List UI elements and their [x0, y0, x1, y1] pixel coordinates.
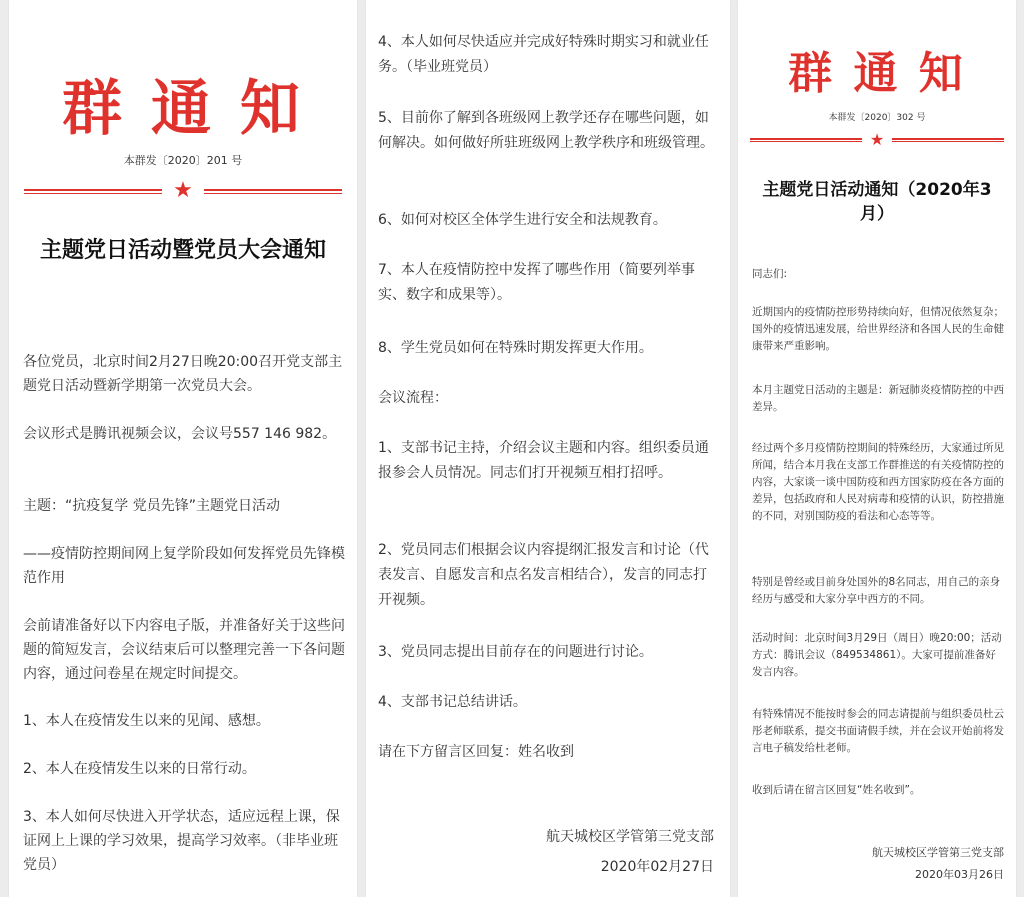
document-number: 本群发〔2020〕201 号 [123, 154, 243, 167]
divider-line-right [892, 138, 1004, 142]
notice-page-right [738, 0, 1016, 897]
paragraph: 3、党员同志提出目前存在的问题进行讨论。 [378, 644, 653, 660]
paragraph: 近期国内的疫情防控形势持续向好，但情况依然复杂；国外的疫情迅速发展，给世界经济和各国人民的生命健康带来严重影响。 [752, 306, 1004, 352]
paragraph: 会前请准备好以下内容电子版，并准备好关于这些问题的简短发言，会议结束后可以整理完善一下各问题内容，通过问卷星在规定时间提交。 [23, 618, 345, 682]
notice-page-middle [366, 0, 730, 897]
signature-org: 航天城校区学管第三党支部 [872, 846, 1004, 859]
notice-title: 主题党日活动暨党员大会通知 [39, 238, 326, 263]
red-divider [738, 132, 1016, 148]
signature-date: 2020年02月27日 [600, 859, 714, 875]
paragraph: 6、如何对校区全体学生进行安全和法规教育。 [378, 212, 667, 228]
notice-header-title: 群 通 知 [62, 74, 304, 144]
paragraph: 7、本人在疫情防控中发挥了哪些作用（简要列举事实、数字和成果等）。 [378, 262, 695, 303]
paragraph: 3、本人如何尽快进入开学状态，适应远程上课，保证网上上课的学习效果，提高学习效率。（非毕业班党员） [23, 809, 340, 873]
divider-line-left [24, 189, 162, 194]
divider-line-left [750, 138, 862, 142]
paragraph: 8、学生党员如何在特殊时期发挥更大作用。 [378, 340, 653, 356]
notice-title: 主题党日活动通知（2020年3月） [762, 180, 992, 224]
divider-line-right [204, 189, 342, 194]
notice-header-title: 群 通 知 [788, 48, 966, 99]
paragraph: 2、党员同志们根据会议内容提纲汇报发言和讨论（代表发言、自愿发言和点名发言相结合），发言的同志打开视频。 [378, 542, 709, 608]
paragraph: 会议流程： [378, 390, 448, 406]
paragraph: ——疫情防控期间网上复学阶段如何发挥党员先锋模范作用 [23, 546, 345, 586]
signature-org: 航天城校区学管第三党支部 [546, 829, 714, 845]
notice-page-left [9, 0, 357, 897]
paragraph: 4、支部书记总结讲话。 [378, 694, 527, 710]
paragraph: 各位党员，北京时间2月27日晚20:00召开党支部主题党日活动暨新学期第一次党员大会。 [23, 354, 343, 394]
signature-date: 2020年03月26日 [915, 868, 1004, 881]
paragraph: 2、本人在疫情发生以来的日常行动。 [23, 761, 256, 777]
paragraph: 请在下方留言区回复：姓名收到 [378, 744, 574, 760]
paragraph: 活动时间：北京时间3月29日（周日）晚20:00；活动方式：腾讯会议（849534861）。大家可提前准备好发言内容。 [752, 632, 1002, 678]
paragraph: 特别是曾经或目前身处国外的8名同志，用自己的亲身经历与感受和大家分享中西方的不同。 [752, 576, 1001, 605]
paragraph: 本月主题党日活动的主题是：新冠肺炎疫情防控的中西差异。 [752, 384, 1004, 413]
paragraph: 同志们: [752, 268, 788, 280]
paragraph: 经过两个多月疫情防控期间的特殊经历，大家通过所见所闻，结合本月我在支部工作群推送的有关疫情防控的内容，大家谈一谈中国防疫和西方国家防疫在各方面的差异，包括政府和人民对病毒和疫情的认识，防控措施的不同，对别国防疫的看法和心态等等。 [752, 442, 1004, 522]
paragraph: 收到后请在留言区回复“姓名收到”。 [752, 784, 921, 796]
paragraph: 5、目前你了解到各班级网上教学还存在哪些问题，如何解决。如何做好所驻班级网上教学秩序和班级管理。 [378, 110, 714, 151]
star-icon: ★ [869, 130, 885, 149]
paragraph: 有特殊情况不能按时参会的同志请提前与组织委员杜云彤老师联系，提交书面请假手续，并在会议开始前将发言电子稿发给杜老师。 [752, 708, 1004, 754]
paragraph: 1、支部书记主持，介绍会议主题和内容。组织委员通报参会人员情况。同志们打开视频互相打招呼。 [378, 440, 709, 481]
paragraph: 会议形式是腾讯视频会议，会议号557 146 982。 [23, 426, 337, 442]
red-divider [9, 180, 357, 202]
paragraph: 4、本人如何尽快适应并完成好特殊时期实习和就业任务。（毕业班党员） [378, 34, 709, 75]
paragraph: 主题：“抗疫复学 党员先锋”主题党日活动 [23, 498, 280, 514]
star-icon: ★ [173, 178, 193, 203]
paragraph: 1、本人在疫情发生以来的见闻、感想。 [23, 713, 270, 729]
document-number: 本群发〔2020〕302 号 [828, 113, 926, 123]
